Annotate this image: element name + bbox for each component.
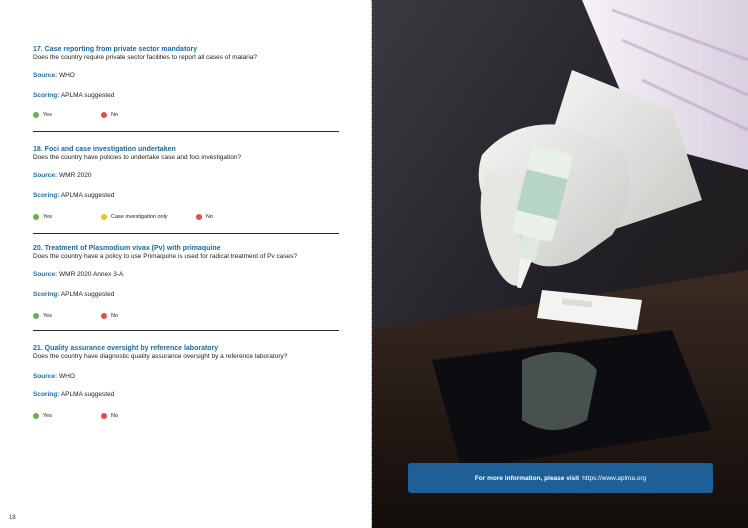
- indicator-question: Does the country require private sector facilities to report all cases of malaria?: [33, 54, 257, 61]
- indicator-20: [33, 245, 339, 319]
- green-dot-icon: [33, 413, 39, 419]
- scoring-value: APLMA suggested: [60, 391, 115, 398]
- scoring-value: APLMA suggested: [60, 192, 115, 199]
- source-label: Source:: [33, 172, 58, 179]
- option-no: No: [101, 111, 118, 119]
- indicator-title: 18. Foci and case investigation undertaken: [33, 146, 176, 153]
- score-legend: [33, 412, 339, 420]
- indicator-question: Does the country have policies to undertake case and foci investigation?: [33, 154, 242, 161]
- indicator-17: [33, 46, 339, 118]
- more-info-banner: [408, 463, 713, 493]
- photo-illustration: [372, 0, 748, 528]
- indicator-question: Does the country have diagnostic quality assurance oversight by a reference laboratory?: [33, 353, 288, 360]
- source-value: WMR 2020: [59, 172, 92, 179]
- score-legend: [33, 213, 339, 221]
- scoring-label: Scoring:: [33, 391, 60, 398]
- page-number: 18: [9, 515, 16, 521]
- score-legend: [33, 312, 339, 320]
- option-no: No: [101, 412, 118, 420]
- yellow-dot-icon: [101, 214, 107, 220]
- reflection-shape: [522, 352, 597, 430]
- website-link[interactable]: https://www.aplma.org: [582, 474, 647, 482]
- more-info-text: For more information, please visit: [474, 474, 580, 482]
- source-line: [33, 271, 123, 279]
- red-dot-icon: [101, 413, 107, 419]
- green-dot-icon: [33, 214, 39, 220]
- source-label: Source:: [33, 72, 58, 79]
- source-line: [33, 172, 92, 180]
- scoring-label: Scoring:: [33, 291, 60, 298]
- source-value: WHO: [59, 72, 75, 79]
- scoring-line: [33, 291, 114, 299]
- scoring-value: APLMA suggested: [60, 92, 115, 99]
- option-partial: Case investigation only: [101, 213, 168, 221]
- indicator-title: 21. Quality assurance oversight by reference laboratory: [33, 345, 219, 352]
- scoring-label: Scoring:: [33, 92, 60, 99]
- section-divider: [33, 131, 339, 132]
- source-value: WHO: [59, 373, 75, 380]
- source-label: Source:: [33, 271, 58, 278]
- source-value: WMR 2020 Annex 3-A: [59, 271, 124, 278]
- red-dot-icon: [196, 214, 202, 220]
- red-dot-icon: [101, 112, 107, 118]
- scoring-line: [33, 92, 114, 100]
- source-line: [33, 373, 75, 381]
- section-divider: [33, 330, 339, 331]
- red-dot-icon: [101, 313, 107, 319]
- source-label: Source:: [33, 373, 58, 380]
- indicator-18: [33, 146, 339, 220]
- option-yes: Yes: [33, 111, 52, 119]
- scoring-label: Scoring:: [33, 192, 60, 199]
- option-yes: Yes: [33, 213, 52, 221]
- text-page: [0, 0, 372, 528]
- green-dot-icon: [33, 112, 39, 118]
- option-yes: Yes: [33, 412, 52, 420]
- option-no: No: [101, 312, 118, 320]
- indicator-21: [33, 345, 339, 419]
- option-no: No: [196, 213, 213, 221]
- lab-test-photo: [372, 0, 748, 528]
- source-line: [33, 72, 75, 80]
- indicator-title: 17. Case reporting from private sector mandatory: [33, 46, 198, 53]
- scoring-line: [33, 391, 114, 399]
- green-dot-icon: [33, 313, 39, 319]
- scoring-line: [33, 192, 114, 200]
- option-yes: Yes: [33, 312, 52, 320]
- score-legend: [33, 111, 339, 119]
- indicator-question: Does the country have a policy to use Primaquine is used for radical treatment of Pv cases?: [33, 253, 298, 260]
- scoring-value: APLMA suggested: [60, 291, 115, 298]
- indicator-title: 20. Treatment of Plasmodium vivax (Pv) with primaquine: [33, 245, 221, 252]
- section-divider: [33, 233, 339, 234]
